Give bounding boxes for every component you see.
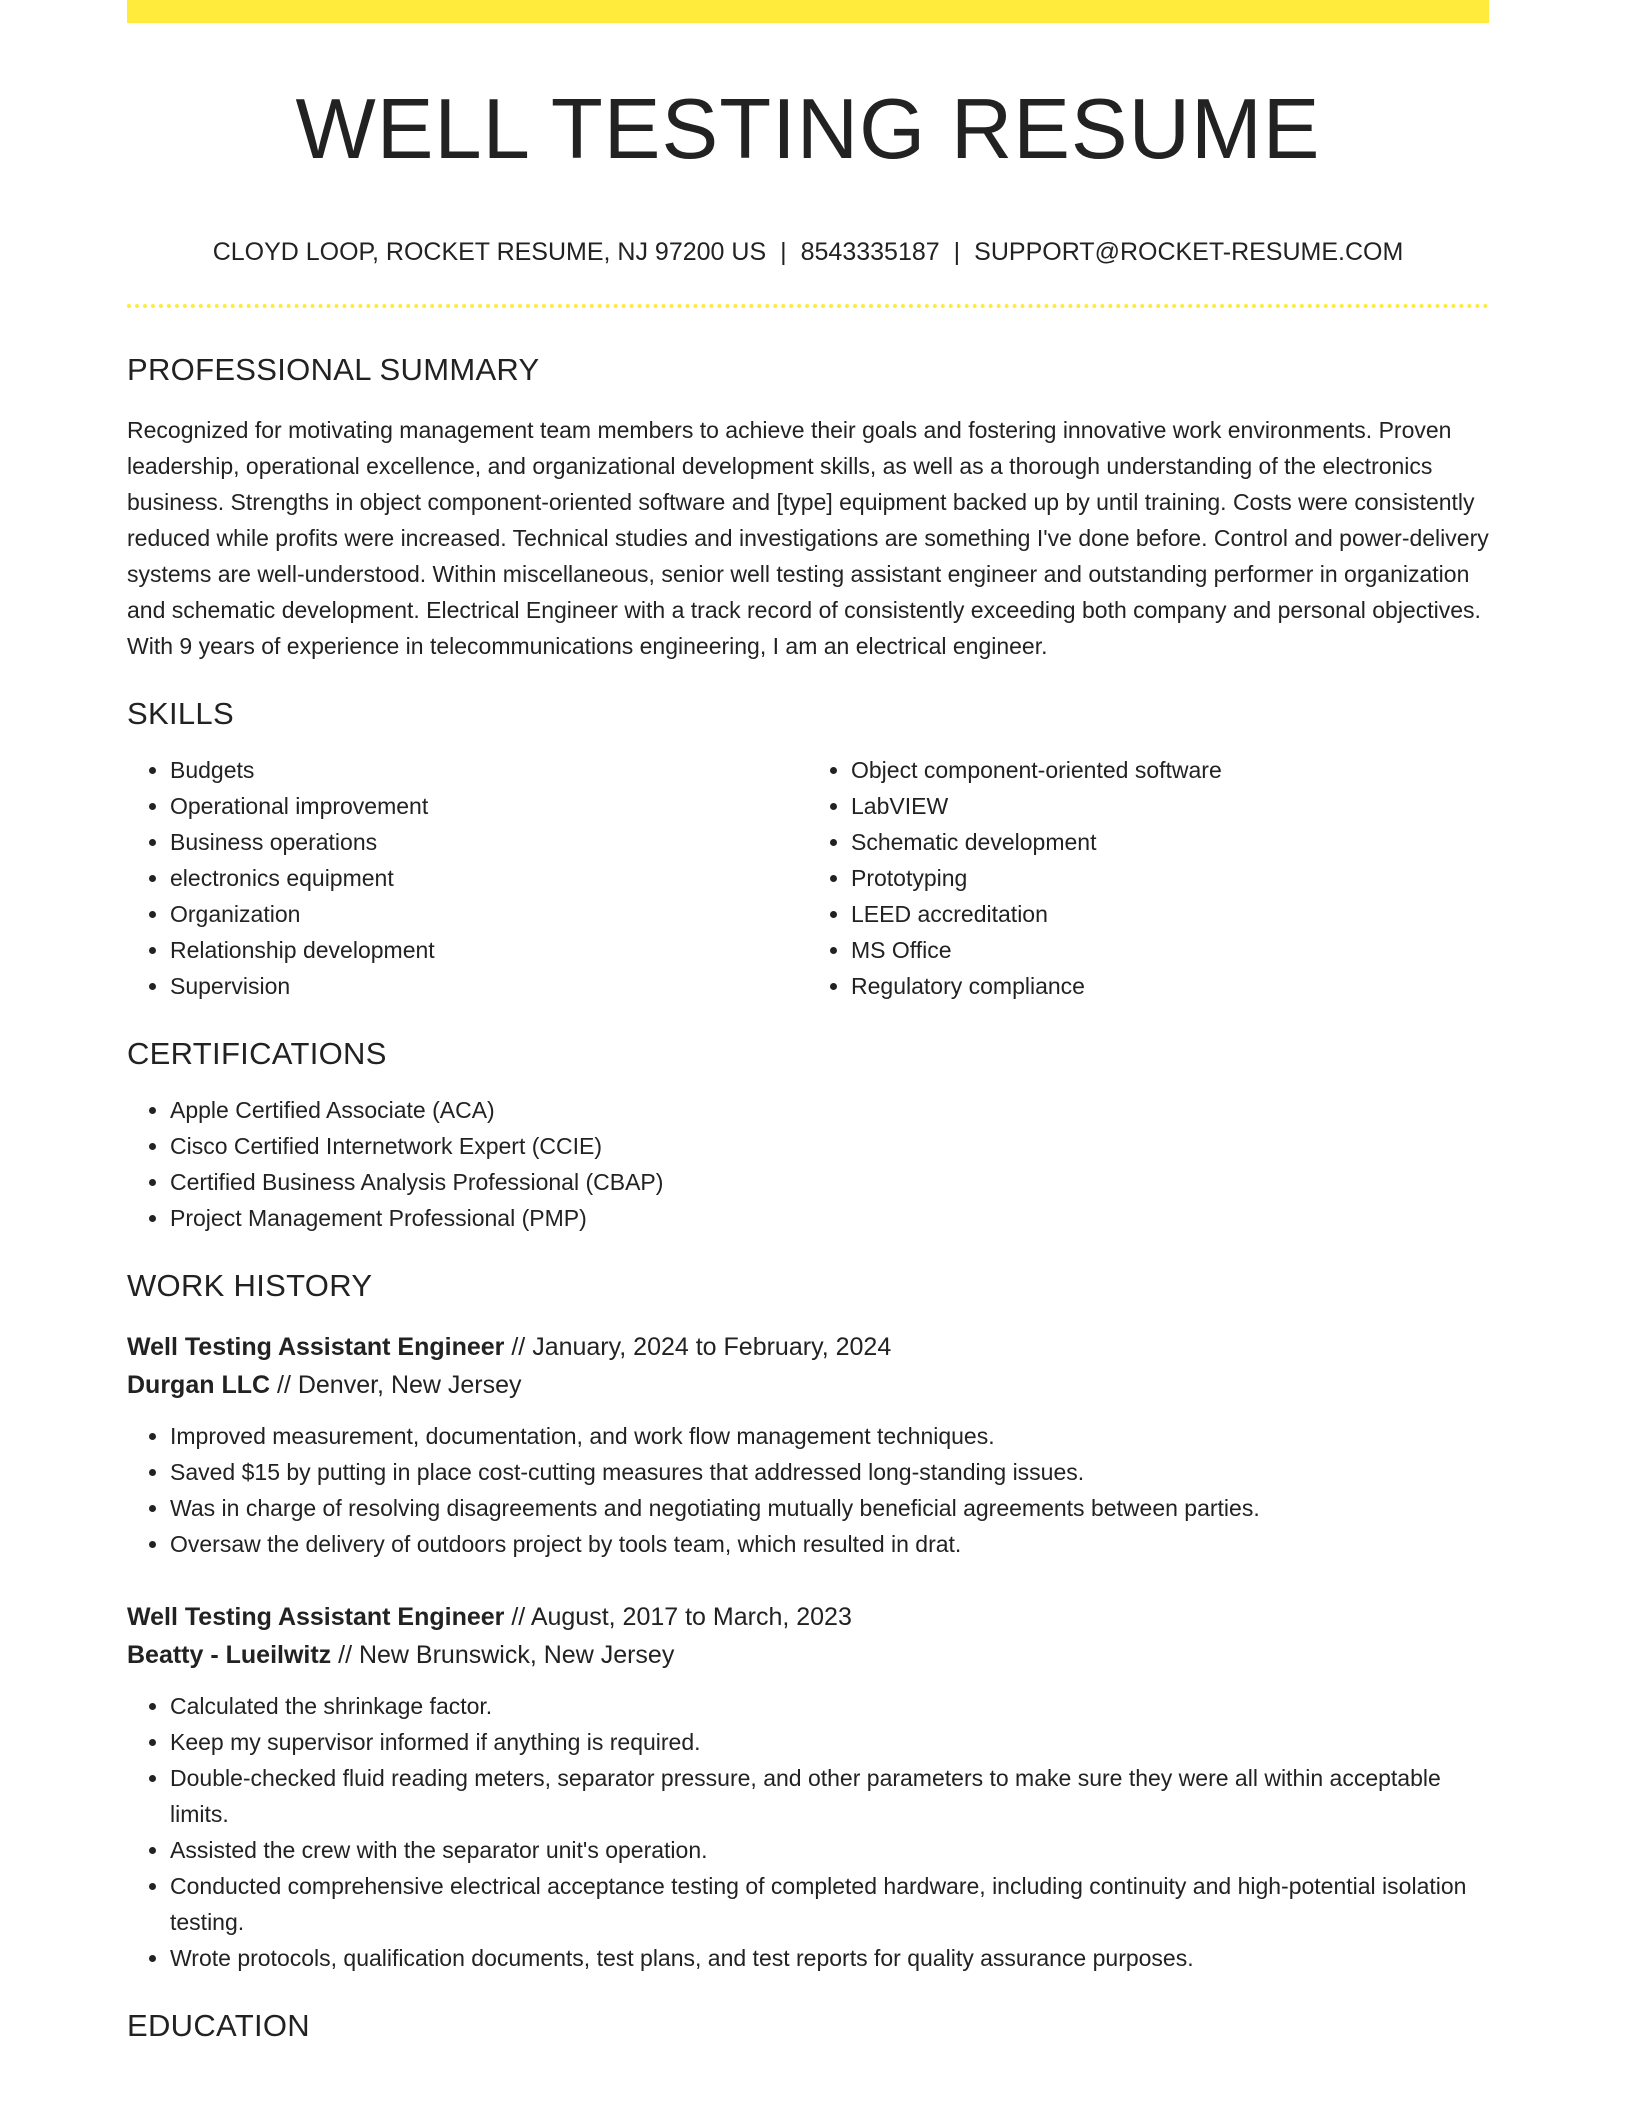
certifications-list: [127, 1092, 1489, 1236]
header-divider: [127, 304, 1489, 308]
education-section: [127, 2006, 1489, 2046]
skills-columns: [127, 752, 1489, 1004]
job-bullet: • Calculated the shrinkage factor.: [170, 1688, 1489, 1724]
job-title-line: [127, 1328, 1489, 1366]
skill-item: • Business operations: [170, 824, 808, 860]
summary-text: Recognized for motivating management team members to achieve their goals and fostering innovative work environments. Proven leadership, operational excellence, and organizational development skills, as well as a thorough understanding of the electronics business. Strengths in object component-oriented software and [type] equipment backed up by until training. Costs were consistently reduced while profits were increased. Technical studies and investigations are something I've done before. Control and power-delivery systems are well-understood. Within miscellaneous, senior well testing assistant engineer and outstanding performer in organization and schematic development. Electrical Engineer with a track record of consistently exceeding both company and personal objectives. With 9 years of experience in telecommunications engineering, I am an electrical engineer.: [127, 417, 1489, 659]
skill-item: • Object component-oriented software: [851, 752, 1489, 788]
certification-item: • Cisco Certified Internetwork Expert (CCIE): [170, 1128, 1489, 1164]
skill-item: • electronics equipment: [170, 860, 808, 896]
contact-email: SUPPORT@ROCKET-RESUME.COM: [974, 238, 1404, 266]
certification-item: • Apple Certified Associate (ACA): [170, 1092, 1489, 1128]
job-location: // Denver, New Jersey: [277, 1371, 522, 1399]
skill-item: • Budgets: [170, 752, 808, 788]
skills-left-list: [127, 752, 808, 1004]
skill-item: • Relationship development: [170, 932, 808, 968]
summary-heading: PROFESSIONAL SUMMARY: [127, 352, 540, 387]
job-title: Well Testing Assistant Engineer: [127, 1333, 505, 1361]
job-title: Well Testing Assistant Engineer: [127, 1603, 505, 1631]
job-title-line: [127, 1598, 1489, 1636]
skills-section: [127, 694, 1489, 1004]
resume-title: WELL TESTING RESUME: [295, 82, 1321, 177]
job-bullet: • Conducted comprehensive electrical acceptance testing of completed hardware, including continuity and high-potential isolation testing.: [170, 1868, 1489, 1940]
skill-item: • MS Office: [851, 932, 1489, 968]
skill-item: • Operational improvement: [170, 788, 808, 824]
job-bullet: • Improved measurement, documentation, and work flow management techniques.: [170, 1418, 1489, 1454]
job-location: // New Brunswick, New Jersey: [338, 1641, 675, 1669]
skill-item: • Organization: [170, 896, 808, 932]
contact-line: [127, 236, 1489, 268]
contact-address: CLOYD LOOP, ROCKET RESUME, NJ 97200 US: [212, 238, 767, 266]
job-bullet: • Wrote protocols, qualification documents, test plans, and test reports for quality assurance purposes.: [170, 1940, 1489, 1976]
resume-content: [127, 350, 1489, 2046]
job-dates: // August, 2017 to March, 2023: [511, 1603, 852, 1631]
job-dates: // January, 2024 to February, 2024: [511, 1333, 892, 1361]
job-company: Beatty - Lueilwitz: [127, 1641, 332, 1669]
job-entry: [127, 1328, 1489, 1562]
skill-item: • Prototyping: [851, 860, 1489, 896]
skill-item: • Schematic development: [851, 824, 1489, 860]
skill-item: • LEED accreditation: [851, 896, 1489, 932]
certifications-section: [127, 1034, 1489, 1236]
job-bullets: [127, 1688, 1489, 1976]
skill-item: • Regulatory compliance: [851, 968, 1489, 1004]
contact-separator: |: [780, 238, 787, 266]
contact-separator: |: [953, 238, 961, 266]
skill-item: • LabVIEW: [851, 788, 1489, 824]
certification-item: • Certified Business Analysis Professional (CBAP): [170, 1164, 1489, 1200]
job-bullet: • Keep my supervisor informed if anything is required.: [170, 1724, 1489, 1760]
work-history-section: [127, 1266, 1489, 1976]
summary-section: [127, 350, 1489, 664]
certifications-heading: CERTIFICATIONS: [127, 1036, 387, 1071]
job-company-line: [127, 1636, 1489, 1674]
skill-item: • Supervision: [170, 968, 808, 1004]
job-bullet: • Double-checked fluid reading meters, separator pressure, and other parameters to make sure they were all within acceptable limits.: [170, 1760, 1489, 1832]
job-bullet: • Saved $15 by putting in place cost-cutting measures that addressed long-standing issues.: [170, 1454, 1489, 1490]
job-entry: [127, 1598, 1489, 1976]
job-bullet: • Was in charge of resolving disagreements and negotiating mutually beneficial agreements between parties.: [170, 1490, 1489, 1526]
skills-heading: SKILLS: [127, 696, 234, 731]
job-bullet: • Oversaw the delivery of outdoors project by tools team, which resulted in drat.: [170, 1526, 1489, 1562]
top-accent-bar: [127, 0, 1489, 23]
certification-item: • Project Management Professional (PMP): [170, 1200, 1489, 1236]
job-bullets: [127, 1418, 1489, 1562]
job-company: Durgan LLC: [127, 1371, 271, 1399]
contact-phone: 8543335187: [800, 238, 940, 266]
skills-right-list: [808, 752, 1489, 1004]
work-history-heading: WORK HISTORY: [127, 1268, 373, 1303]
job-company-line: [127, 1366, 1489, 1404]
job-bullet: • Assisted the crew with the separator unit's operation.: [170, 1832, 1489, 1868]
education-heading: EDUCATION: [127, 2008, 310, 2043]
